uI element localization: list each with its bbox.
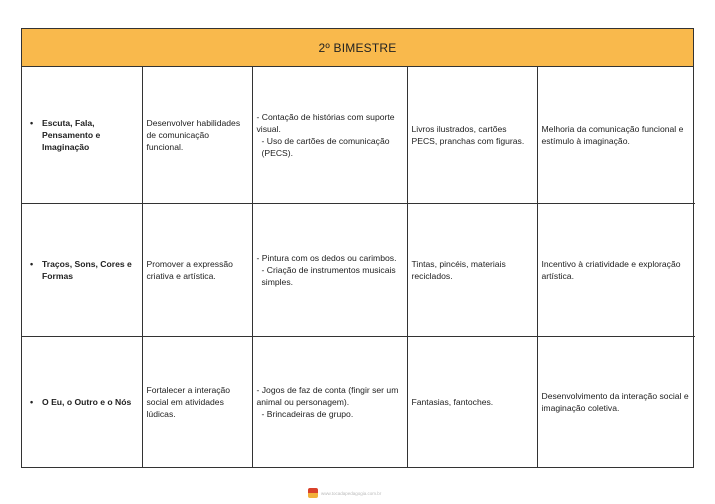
logo-icon <box>308 488 318 498</box>
objective-cell: Promover a expressão criativa e artística. <box>142 203 252 336</box>
footer-watermark <box>308 487 381 499</box>
resources-cell: Fantasias, fantoches. <box>407 336 537 467</box>
activity-line: - Brincadeiras de grupo. <box>261 408 354 419</box>
resources-cell: Livros ilustrados, cartões PECS, pranchas com figuras. <box>407 67 537 203</box>
activity-line: - Uso de cartões de comunicação (PECS). <box>261 135 390 158</box>
content-table <box>22 67 695 467</box>
table-row <box>22 67 695 203</box>
activities-cell <box>252 203 407 336</box>
table-row <box>22 203 695 336</box>
header-title: 2º BIMESTRE <box>318 40 397 55</box>
planning-table <box>21 28 694 468</box>
axis-cell <box>22 336 142 467</box>
activity-line: - Pintura com os dedos ou carimbos. <box>256 252 397 263</box>
activities-cell <box>252 336 407 467</box>
resources-cell: Tintas, pincéis, materiais reciclados. <box>407 203 537 336</box>
objective-cell: Desenvolver habilidades de comunicação funcional. <box>142 67 252 203</box>
bullet-icon: • <box>30 396 34 407</box>
table-row <box>22 336 695 467</box>
axis-label: O Eu, o Outro e o Nós <box>42 396 132 407</box>
expected-cell: Incentivo à criatividade e exploração artística. <box>537 203 695 336</box>
expected-cell: Desenvolvimento da interação social e imaginação coletiva. <box>541 390 689 413</box>
activities-cell <box>252 67 407 203</box>
activity-line: - Contação de histórias com suporte visual. <box>256 111 395 134</box>
objective-cell: Fortalecer a interação social em atividades lúdicas. <box>142 336 252 467</box>
bullet-icon: • <box>30 117 34 128</box>
expected-cell: Melhoria da comunicação funcional e estímulo à imaginação. <box>537 67 695 203</box>
axis-label: Traços, Sons, Cores e Formas <box>42 258 132 281</box>
activity-line: - Criação de instrumentos musicais simples. <box>261 264 396 287</box>
axis-cell <box>22 67 142 203</box>
watermark-text: www.tocadapedagogia.com.br <box>321 490 382 496</box>
bullet-icon: • <box>30 258 34 269</box>
axis-label: Escuta, Fala, Pensamento e Imaginação <box>42 117 101 152</box>
table-header <box>22 29 693 67</box>
activity-line: - Jogos de faz de conta (fingir ser um animal ou personagem). <box>256 384 399 407</box>
axis-cell <box>22 203 142 336</box>
